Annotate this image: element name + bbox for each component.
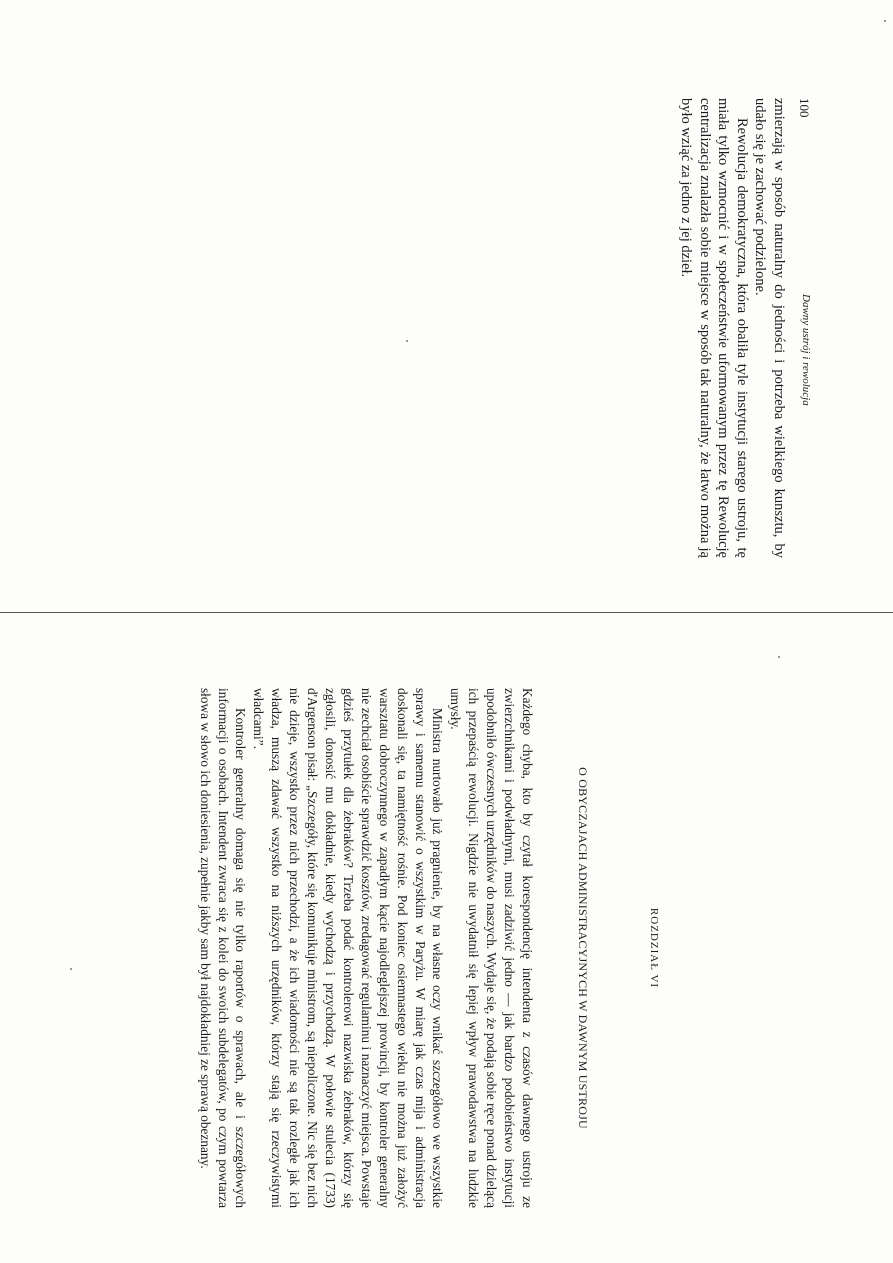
running-title: Dawny ustrój i rewolucja [800, 294, 812, 406]
page-100-text [676, 98, 788, 558]
paragraph: Kontroler generalny domaga się nie tylko raportów o sprawach, ale i szczegółowych informacji o osobach. Intendent zwraca się z kolei do swoich subdelegatów, po czym powtarza słowa w słowo ich doniesienia, zupełnie jakby sam był najdokładniej ze sprawą obeznany. [197, 688, 249, 1208]
paragraph: Każdego chyba, kto by czytał korespondencję intendenta z czasów dawnego ustroju ze zwierzchnikami i podwładnymi, musi zadziwić jedno — jak bardzo podobieństwo instytucji upodobniło ówczesnych urzędników do naszych. Wydaje się, że podają sobie ręce ponad dzielącą ich przepaścią rewolucji. Nigdzie nie uwydatnił się lepiej wpływ prawodawstwa na ludzkie umysły. [448, 688, 535, 1208]
page-gutter-line [0, 612, 893, 613]
page-number: 100 [797, 98, 812, 118]
chapter-text [196, 688, 536, 1208]
chapter-title: O OBYCZAJACH ADMINISTRACYJNYCH W DAWNYM USTROJU [576, 767, 590, 1129]
scan-speck [884, 20, 886, 22]
running-head [788, 98, 812, 558]
paragraph: zmierzają w sposób naturalny do jedności i potrzeba wielkiego kunsztu, by udało się je zachować podzielone. [752, 98, 787, 558]
chapter-page [60, 688, 660, 1208]
scan-speck [778, 656, 780, 658]
scan-speck [70, 968, 72, 970]
paragraph: Ministra nurtowało już pragnienie, by na własne oczy wnikać szczegółowo we wszystkie sprawy i samemu stanowić o wszystkim w Paryżu. W miarę jak czas mija i administracja doskonali się, ta namiętność rośnie. Pod koniec osiemnastego wieku nie można już założyć warsztatu dobroczynnego w zapadłym kącie najodleglejszej prowincji, by kontroler generalny nie zechciał osobiście sprawdzić kosztów, zredagować regulaminu i naznaczyć miejsca. Powstaje gdzieś przytułek dla żebraków? Trzeba podać kontrolerowi nazwiska żebraków, którzy się zgłosili, donosić mu dokładnie, kiedy wychodzą i przychodzą. W połowie stulecia (1733) d'Argenson pisał: „Szczegóły, które się komunikuje ministrom, są niepoliczone. Nic się bez nich nie dzieje, wszystko przez nich przechodzi, a że ich wiadomości nie są tak rozległe jak ich władza, muszą zdawać wszystko na niższych urzędników, którzy stają się rzeczywistymi władcami”. [251, 688, 446, 1208]
paragraph: Rewolucja demokratyczna, która obaliła tyle instytucji starego ustroju, tę miała tylko wzmocnić i w społeczeństwie uformowanym przez tę Rewolucję centralizacja znalazła sobie miejsce w sposób tak naturalny, że łatwo można ją było wziąć za jedno z jej dzieł. [678, 98, 750, 558]
scan-speck [406, 340, 408, 342]
page-100 [652, 98, 812, 558]
chapter-label: ROZDZIAŁ VI [648, 907, 660, 989]
